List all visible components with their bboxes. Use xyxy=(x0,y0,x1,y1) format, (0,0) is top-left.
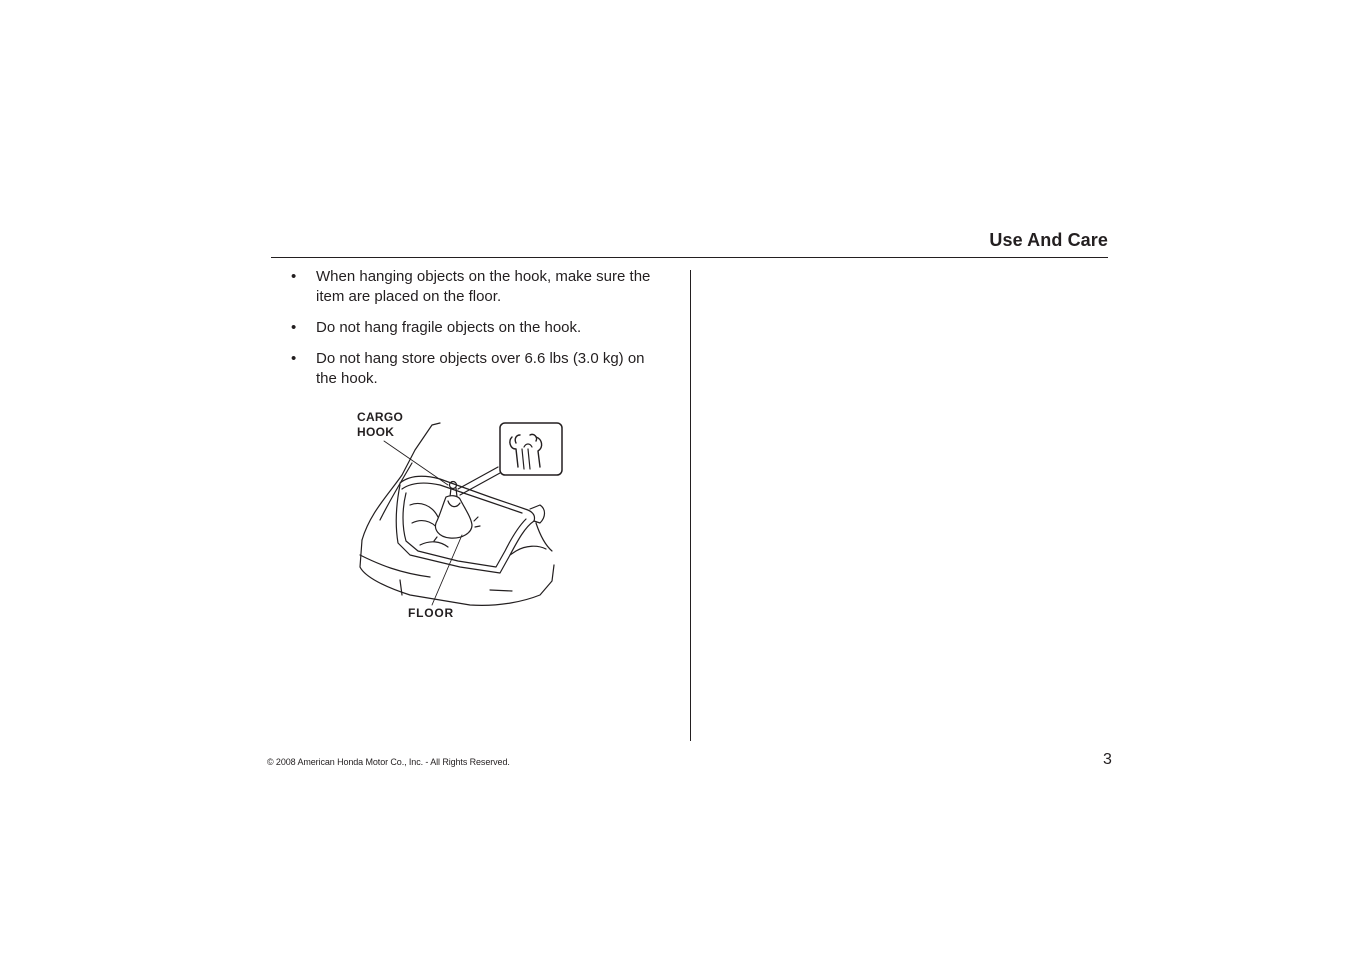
floor-label: FLOOR xyxy=(408,606,454,620)
list-item-text: Do not hang store objects over 6.6 lbs (3.0 kg) on the hook. xyxy=(316,350,645,387)
list-item-text: Do not hang fragile objects on the hook. xyxy=(316,319,582,336)
bullet-icon: • xyxy=(291,268,297,285)
bullet-icon: • xyxy=(291,319,297,336)
page-title: Use And Care xyxy=(989,230,1108,250)
bullet-icon: • xyxy=(291,350,297,367)
cargo-hook-label xyxy=(357,410,403,440)
page-number: 3 xyxy=(1103,751,1112,768)
copyright-notice: © 2008 American Honda Motor Co., Inc. - All Rights Reserved. xyxy=(267,757,510,767)
list-item xyxy=(291,318,661,338)
instruction-list xyxy=(291,267,661,400)
cargo-label-line: CARGO xyxy=(357,410,404,424)
header-rule xyxy=(271,257,1108,258)
hook-label-line: HOOK xyxy=(357,425,395,439)
list-item xyxy=(291,267,661,307)
column-divider xyxy=(690,270,691,741)
list-item-text: When hanging objects on the hook, make sure the item are placed on the floor. xyxy=(316,268,651,305)
list-item xyxy=(291,349,661,389)
